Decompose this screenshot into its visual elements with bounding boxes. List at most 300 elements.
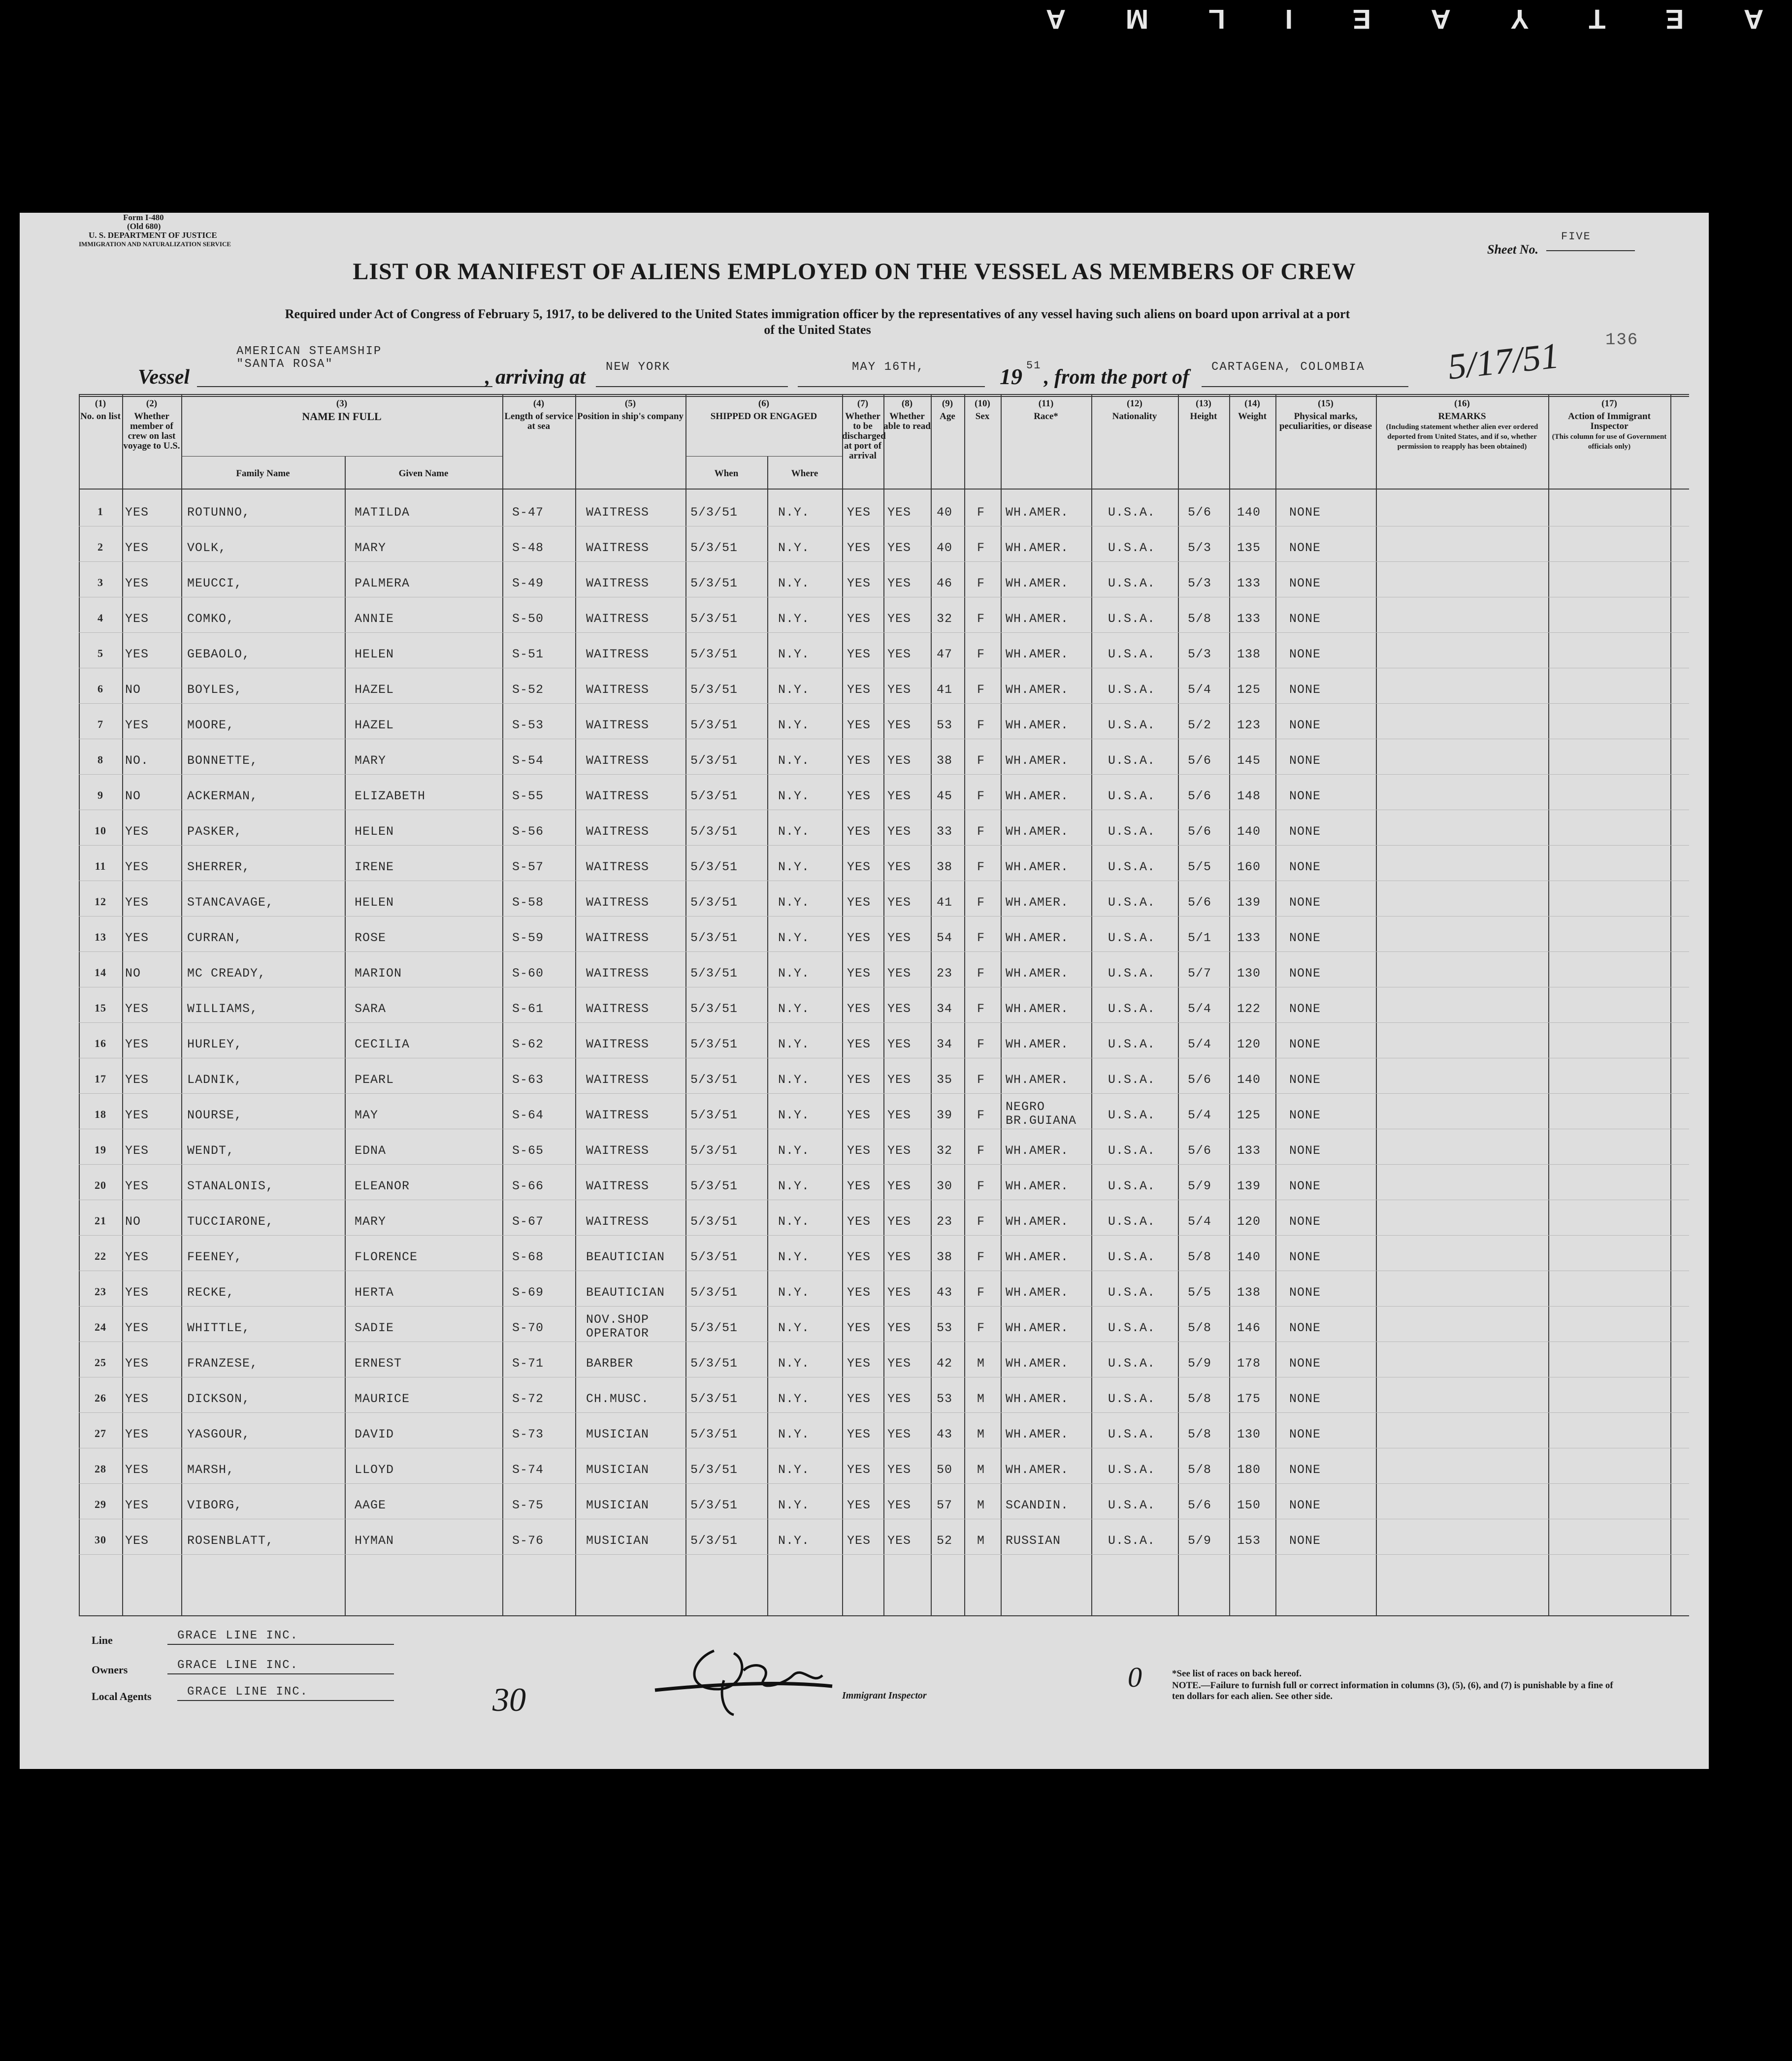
- height: 5/6: [1188, 1498, 1212, 1512]
- subtitle-line-2: of the United States: [764, 323, 871, 337]
- family-name: SHERRER,: [187, 860, 251, 874]
- shipped-when: 5/3/51: [690, 824, 738, 839]
- length-of-service: S-69: [512, 1285, 544, 1300]
- given-name: SARA: [355, 1002, 387, 1016]
- previous-voyage: YES: [125, 1144, 149, 1158]
- family-name: GEBAOLO,: [187, 647, 251, 661]
- length-of-service: S-70: [512, 1321, 544, 1335]
- weight: 138: [1237, 647, 1261, 661]
- position: WAITRESS: [586, 824, 650, 839]
- nationality: U.S.A.: [1108, 1037, 1156, 1051]
- col-header-2: (2) Whether member of crew on last voyage to U.S.: [123, 398, 180, 451]
- race: WH.AMER.: [1006, 1179, 1069, 1193]
- row-number: 2: [98, 541, 103, 553]
- physical-marks: NONE: [1289, 1534, 1321, 1548]
- shipped-where: N.Y.: [778, 1392, 810, 1406]
- strip-letter: A: [1043, 4, 1066, 35]
- previous-voyage: YES: [125, 576, 149, 590]
- length-of-service: S-62: [512, 1037, 544, 1051]
- height: 5/3: [1188, 541, 1212, 555]
- col-border: [1275, 394, 1276, 1615]
- able-to-read: YES: [887, 1321, 912, 1335]
- height: 5/5: [1188, 860, 1212, 874]
- discharged: YES: [847, 1534, 871, 1548]
- col-header-11: (11) Race*: [1034, 398, 1058, 422]
- physical-marks: NONE: [1289, 1392, 1321, 1406]
- col-border: [1001, 394, 1002, 1615]
- weight: 135: [1237, 541, 1261, 555]
- discharged: YES: [847, 1285, 871, 1300]
- race: WH.AMER.: [1006, 966, 1069, 981]
- previous-voyage: NO.: [125, 753, 149, 768]
- col-header-4: (4) Length of service at sea: [504, 398, 573, 431]
- able-to-read: YES: [887, 505, 912, 520]
- races-note: *See list of races on back hereof.: [1172, 1668, 1302, 1679]
- race: WH.AMER.: [1006, 1214, 1069, 1229]
- shipped-when: 5/3/51: [690, 1285, 738, 1300]
- physical-marks: NONE: [1289, 683, 1321, 697]
- weight: 130: [1237, 1427, 1261, 1441]
- age: 30: [937, 1179, 953, 1193]
- weight: 145: [1237, 753, 1261, 768]
- physical-marks: NONE: [1289, 966, 1321, 981]
- owners-underline: [167, 1673, 394, 1674]
- position: NOV.SHOP OPERATOR: [586, 1312, 650, 1341]
- sex: F: [977, 1285, 985, 1300]
- given-name: CECILIA: [355, 1037, 410, 1051]
- nationality: U.S.A.: [1108, 1321, 1156, 1335]
- previous-voyage: YES: [125, 1179, 149, 1193]
- position: WAITRESS: [586, 541, 650, 555]
- row-rule: [79, 774, 1689, 775]
- row-number: 5: [98, 647, 103, 659]
- position: WAITRESS: [586, 1179, 650, 1193]
- shipped-where: N.Y.: [778, 824, 810, 839]
- from-port: CARTAGENA, COLOMBIA: [1211, 360, 1365, 374]
- shipped-when: 5/3/51: [690, 1427, 738, 1441]
- row-rule: [79, 703, 1689, 704]
- family-name: VOLK,: [187, 541, 227, 555]
- given-name: EDNA: [355, 1144, 387, 1158]
- row-number: 18: [95, 1108, 106, 1120]
- weight: 160: [1237, 860, 1261, 874]
- shipped-when: 5/3/51: [690, 860, 738, 874]
- nationality: U.S.A.: [1108, 1179, 1156, 1193]
- position: MUSICIAN: [586, 1498, 650, 1512]
- col-border: [575, 394, 576, 1615]
- physical-marks: NONE: [1289, 1037, 1321, 1051]
- col-border: [502, 394, 503, 1615]
- previous-voyage: YES: [125, 505, 149, 520]
- position: WAITRESS: [586, 966, 650, 981]
- discharged: YES: [847, 860, 871, 874]
- shipped-where: N.Y.: [778, 753, 810, 768]
- vessel-underline: [197, 386, 492, 387]
- able-to-read: YES: [887, 647, 912, 661]
- length-of-service: S-68: [512, 1250, 544, 1264]
- family-name: FEENEY,: [187, 1250, 243, 1264]
- shipped-when: 5/3/51: [690, 1108, 738, 1122]
- col-border: [1091, 394, 1092, 1615]
- arriving-label: , arriving at: [485, 366, 586, 389]
- penalty-note: NOTE.—Failure to furnish full or correct information in columns (3), (5), (6), and (7) is punishable by a fine of ten dollars for each alien. See other side.: [1172, 1680, 1613, 1701]
- age: 32: [937, 1144, 953, 1158]
- shipped-when: 5/3/51: [690, 1250, 738, 1264]
- shipped-when: 5/3/51: [690, 1073, 738, 1087]
- shipped-where: N.Y.: [778, 1002, 810, 1016]
- discharged: YES: [847, 1144, 871, 1158]
- col-border: [1670, 394, 1671, 1615]
- physical-marks: NONE: [1289, 753, 1321, 768]
- col-header-given: Given Name: [398, 468, 449, 479]
- given-name: SADIE: [355, 1321, 394, 1335]
- discharged: YES: [847, 895, 871, 910]
- age: 42: [937, 1356, 953, 1371]
- row-number: 22: [95, 1250, 106, 1262]
- sex: F: [977, 612, 985, 626]
- physical-marks: NONE: [1289, 541, 1321, 555]
- weight: 120: [1237, 1037, 1261, 1051]
- line-underline: [167, 1644, 394, 1645]
- shipped-where: N.Y.: [778, 1534, 810, 1548]
- row-number: 9: [98, 789, 103, 801]
- length-of-service: S-71: [512, 1356, 544, 1371]
- col-border: [842, 394, 843, 1615]
- race: WH.AMER.: [1006, 1037, 1069, 1051]
- year-prefix: 19: [1000, 364, 1022, 389]
- length-of-service: S-53: [512, 718, 544, 732]
- given-name: PALMERA: [355, 576, 410, 590]
- row-number: 17: [95, 1073, 106, 1085]
- length-of-service: S-59: [512, 931, 544, 945]
- shipped-where: N.Y.: [778, 1285, 810, 1300]
- previous-voyage: YES: [125, 1356, 149, 1371]
- family-name: BONNETTE,: [187, 753, 259, 768]
- previous-voyage: YES: [125, 824, 149, 839]
- strip-letter: E: [1662, 4, 1684, 35]
- height: 5/6: [1188, 505, 1212, 520]
- family-name: ROSENBLATT,: [187, 1534, 274, 1548]
- previous-voyage: YES: [125, 1037, 149, 1051]
- age: 50: [937, 1463, 953, 1477]
- strip-letter: A: [1740, 4, 1764, 35]
- length-of-service: S-66: [512, 1179, 544, 1193]
- able-to-read: YES: [887, 541, 912, 555]
- arriving-port: NEW YORK: [606, 360, 671, 374]
- age: 39: [937, 1108, 953, 1122]
- col-header-8: (8) Whether able to read: [883, 398, 931, 431]
- physical-marks: NONE: [1289, 1002, 1321, 1016]
- form-subtitle: [49, 306, 1586, 338]
- sex: F: [977, 931, 985, 945]
- length-of-service: S-60: [512, 966, 544, 981]
- discharged: YES: [847, 1002, 871, 1016]
- shipped-when: 5/3/51: [690, 1214, 738, 1229]
- col-border: [964, 394, 965, 1615]
- vessel-name-line-2: "SANTA ROSA": [236, 358, 333, 371]
- family-name: VIBORG,: [187, 1498, 243, 1512]
- family-name: DICKSON,: [187, 1392, 251, 1406]
- shipped-where: N.Y.: [778, 1498, 810, 1512]
- able-to-read: YES: [887, 931, 912, 945]
- discharged: YES: [847, 1214, 871, 1229]
- height: 5/6: [1188, 753, 1212, 768]
- previous-voyage: YES: [125, 647, 149, 661]
- given-name: DAVID: [355, 1427, 394, 1441]
- age: 35: [937, 1073, 953, 1087]
- able-to-read: YES: [887, 824, 912, 839]
- previous-voyage: YES: [125, 1534, 149, 1548]
- manifest-sheet: [20, 213, 1709, 1769]
- year-suffix: 51: [1026, 360, 1042, 372]
- col-border: [685, 394, 686, 1615]
- weight: 140: [1237, 1073, 1261, 1087]
- height: 5/8: [1188, 1321, 1212, 1335]
- position: WAITRESS: [586, 931, 650, 945]
- weight: 125: [1237, 683, 1261, 697]
- height: 5/6: [1188, 789, 1212, 803]
- height: 5/3: [1188, 647, 1212, 661]
- physical-marks: NONE: [1289, 1356, 1321, 1371]
- col-header-5: (5) Position in ship's company: [577, 398, 684, 422]
- family-name: YASGOUR,: [187, 1427, 251, 1441]
- sheet-line: [1546, 250, 1635, 251]
- strip-letter: E: [1349, 4, 1371, 35]
- able-to-read: YES: [887, 1356, 912, 1371]
- height: 5/6: [1188, 895, 1212, 910]
- row-number: 11: [95, 860, 106, 872]
- family-name: ACKERMAN,: [187, 789, 259, 803]
- height: 5/9: [1188, 1179, 1212, 1193]
- nationality: U.S.A.: [1108, 1073, 1156, 1087]
- col-border: [122, 394, 123, 1615]
- discharged: YES: [847, 1250, 871, 1264]
- previous-voyage: NO: [125, 683, 141, 697]
- col-header-6: (6) SHIPPED OR ENGAGED: [710, 398, 817, 422]
- race: WH.AMER.: [1006, 683, 1069, 697]
- date-underline: [798, 386, 985, 387]
- discharged: YES: [847, 718, 871, 732]
- able-to-read: YES: [887, 789, 912, 803]
- given-name: IRENE: [355, 860, 394, 874]
- previous-voyage: YES: [125, 1108, 149, 1122]
- position: WAITRESS: [586, 718, 650, 732]
- family-name: LADNIK,: [187, 1073, 243, 1087]
- shipped-when: 5/3/51: [690, 789, 738, 803]
- row-rule: [79, 951, 1689, 952]
- shipped-when: 5/3/51: [690, 1463, 738, 1477]
- position: WAITRESS: [586, 1073, 650, 1087]
- age: 52: [937, 1534, 953, 1548]
- able-to-read: YES: [887, 1144, 912, 1158]
- age: 53: [937, 1321, 953, 1335]
- weight: 175: [1237, 1392, 1261, 1406]
- agents-label: Local Agents: [92, 1690, 152, 1702]
- shipped-when: 5/3/51: [690, 1179, 738, 1193]
- physical-marks: NONE: [1289, 1108, 1321, 1122]
- age: 43: [937, 1285, 953, 1300]
- able-to-read: YES: [887, 1002, 912, 1016]
- row-rule: [79, 1093, 1689, 1094]
- age: 43: [937, 1427, 953, 1441]
- given-name: MATILDA: [355, 505, 410, 520]
- position: WAITRESS: [586, 753, 650, 768]
- service: IMMIGRATION AND NATURALIZATION SERVICE: [79, 240, 231, 248]
- height: 5/8: [1188, 1427, 1212, 1441]
- race: NEGRO BR.GUIANA: [1006, 1100, 1077, 1128]
- position: WAITRESS: [586, 683, 650, 697]
- length-of-service: S-63: [512, 1073, 544, 1087]
- position: MUSICIAN: [586, 1534, 650, 1548]
- race: WH.AMER.: [1006, 860, 1069, 874]
- position: WAITRESS: [586, 895, 650, 910]
- position: WAITRESS: [586, 647, 650, 661]
- position: WAITRESS: [586, 612, 650, 626]
- family-name: FRANZESE,: [187, 1356, 259, 1371]
- physical-marks: NONE: [1289, 718, 1321, 732]
- form-number: Form I-480: [123, 213, 164, 222]
- row-number: 19: [95, 1144, 106, 1156]
- line-value: GRACE LINE INC.: [177, 1629, 299, 1642]
- family-name: TUCCIARONE,: [187, 1214, 274, 1229]
- nationality: U.S.A.: [1108, 860, 1156, 874]
- weight: 130: [1237, 966, 1261, 981]
- weight: 123: [1237, 718, 1261, 732]
- row-rule: [79, 1306, 1689, 1307]
- length-of-service: S-72: [512, 1392, 544, 1406]
- discharged: YES: [847, 966, 871, 981]
- physical-marks: NONE: [1289, 931, 1321, 945]
- race: WH.AMER.: [1006, 576, 1069, 590]
- family-name: MEUCCI,: [187, 576, 243, 590]
- age: 40: [937, 505, 953, 520]
- length-of-service: S-49: [512, 576, 544, 590]
- family-name: STANALONIS,: [187, 1179, 274, 1193]
- able-to-read: YES: [887, 966, 912, 981]
- age: 54: [937, 931, 953, 945]
- given-name: MAY: [355, 1108, 379, 1122]
- height: 5/4: [1188, 683, 1212, 697]
- sex: F: [977, 1250, 985, 1264]
- previous-voyage: YES: [125, 1463, 149, 1477]
- position: BARBER: [586, 1356, 634, 1371]
- given-name: HERTA: [355, 1285, 394, 1300]
- sex: F: [977, 824, 985, 839]
- row-number: 6: [98, 683, 103, 695]
- strip-letter: T: [1586, 4, 1606, 35]
- col-header-9: (9) Age: [940, 398, 955, 422]
- row-number: 26: [95, 1392, 106, 1404]
- family-name: BOYLES,: [187, 683, 243, 697]
- discharged: YES: [847, 1108, 871, 1122]
- shipped-when: 5/3/51: [690, 647, 738, 661]
- race: WH.AMER.: [1006, 505, 1069, 520]
- handwritten-date: 5/17/51: [1446, 335, 1561, 388]
- given-name: ERNEST: [355, 1356, 402, 1371]
- shipped-when: 5/3/51: [690, 1002, 738, 1016]
- shipped-where: N.Y.: [778, 1144, 810, 1158]
- position: WAITRESS: [586, 505, 650, 520]
- strip-letter: M: [1122, 4, 1149, 35]
- col-border: [345, 456, 346, 1615]
- able-to-read: YES: [887, 612, 912, 626]
- family-name: WHITTLE,: [187, 1321, 251, 1335]
- able-to-read: YES: [887, 683, 912, 697]
- row-number: 24: [95, 1321, 106, 1333]
- row-rule: [79, 1554, 1689, 1555]
- family-name: HURLEY,: [187, 1037, 243, 1051]
- nationality: U.S.A.: [1108, 1144, 1156, 1158]
- previous-voyage: YES: [125, 931, 149, 945]
- weight: 138: [1237, 1285, 1261, 1300]
- previous-voyage: YES: [125, 718, 149, 732]
- nationality: U.S.A.: [1108, 505, 1156, 520]
- height: 5/1: [1188, 931, 1212, 945]
- family-name: CURRAN,: [187, 931, 243, 945]
- weight: 120: [1237, 1214, 1261, 1229]
- row-rule: [79, 1022, 1689, 1023]
- sex: M: [977, 1356, 985, 1371]
- row-rule: [79, 845, 1689, 846]
- age: 57: [937, 1498, 953, 1512]
- able-to-read: YES: [887, 576, 912, 590]
- shipped-where: N.Y.: [778, 612, 810, 626]
- form-old-number: (Old 680): [127, 222, 161, 231]
- weight: 122: [1237, 1002, 1261, 1016]
- sheet-number: FIVE: [1561, 230, 1591, 243]
- shipped-when: 5/3/51: [690, 895, 738, 910]
- able-to-read: YES: [887, 1037, 912, 1051]
- physical-marks: NONE: [1289, 1214, 1321, 1229]
- sex: M: [977, 1427, 985, 1441]
- weight: 148: [1237, 789, 1261, 803]
- page-number: 136: [1605, 331, 1639, 350]
- family-name: STANCAVAGE,: [187, 895, 274, 910]
- age: 45: [937, 789, 953, 803]
- sex: F: [977, 505, 985, 520]
- given-name: ANNIE: [355, 612, 394, 626]
- col-header-15: (15) Physical marks, peculiarities, or disease: [1279, 398, 1372, 431]
- able-to-read: YES: [887, 1179, 912, 1193]
- weight: 133: [1237, 931, 1261, 945]
- able-to-read: YES: [887, 1073, 912, 1087]
- strip-letter: A: [1428, 4, 1451, 35]
- length-of-service: S-65: [512, 1144, 544, 1158]
- family-name: PASKER,: [187, 824, 243, 839]
- agents-underline: [177, 1700, 394, 1701]
- weight: 140: [1237, 824, 1261, 839]
- shipped-where: N.Y.: [778, 647, 810, 661]
- previous-voyage: YES: [125, 541, 149, 555]
- row-rule: [79, 632, 1689, 633]
- line-label: Line: [92, 1634, 113, 1646]
- physical-marks: NONE: [1289, 1463, 1321, 1477]
- shipped-where: N.Y.: [778, 789, 810, 803]
- physical-marks: NONE: [1289, 1285, 1321, 1300]
- nationality: U.S.A.: [1108, 1285, 1156, 1300]
- previous-voyage: YES: [125, 1073, 149, 1087]
- sex: M: [977, 1392, 985, 1406]
- sex: F: [977, 718, 985, 732]
- race: RUSSIAN: [1006, 1534, 1061, 1548]
- length-of-service: S-48: [512, 541, 544, 555]
- sex: F: [977, 1073, 985, 1087]
- shipped-subheader-line: [685, 456, 842, 457]
- col-border: [931, 394, 932, 1615]
- age: 47: [937, 647, 953, 661]
- given-name: LLOYD: [355, 1463, 394, 1477]
- previous-voyage: YES: [125, 860, 149, 874]
